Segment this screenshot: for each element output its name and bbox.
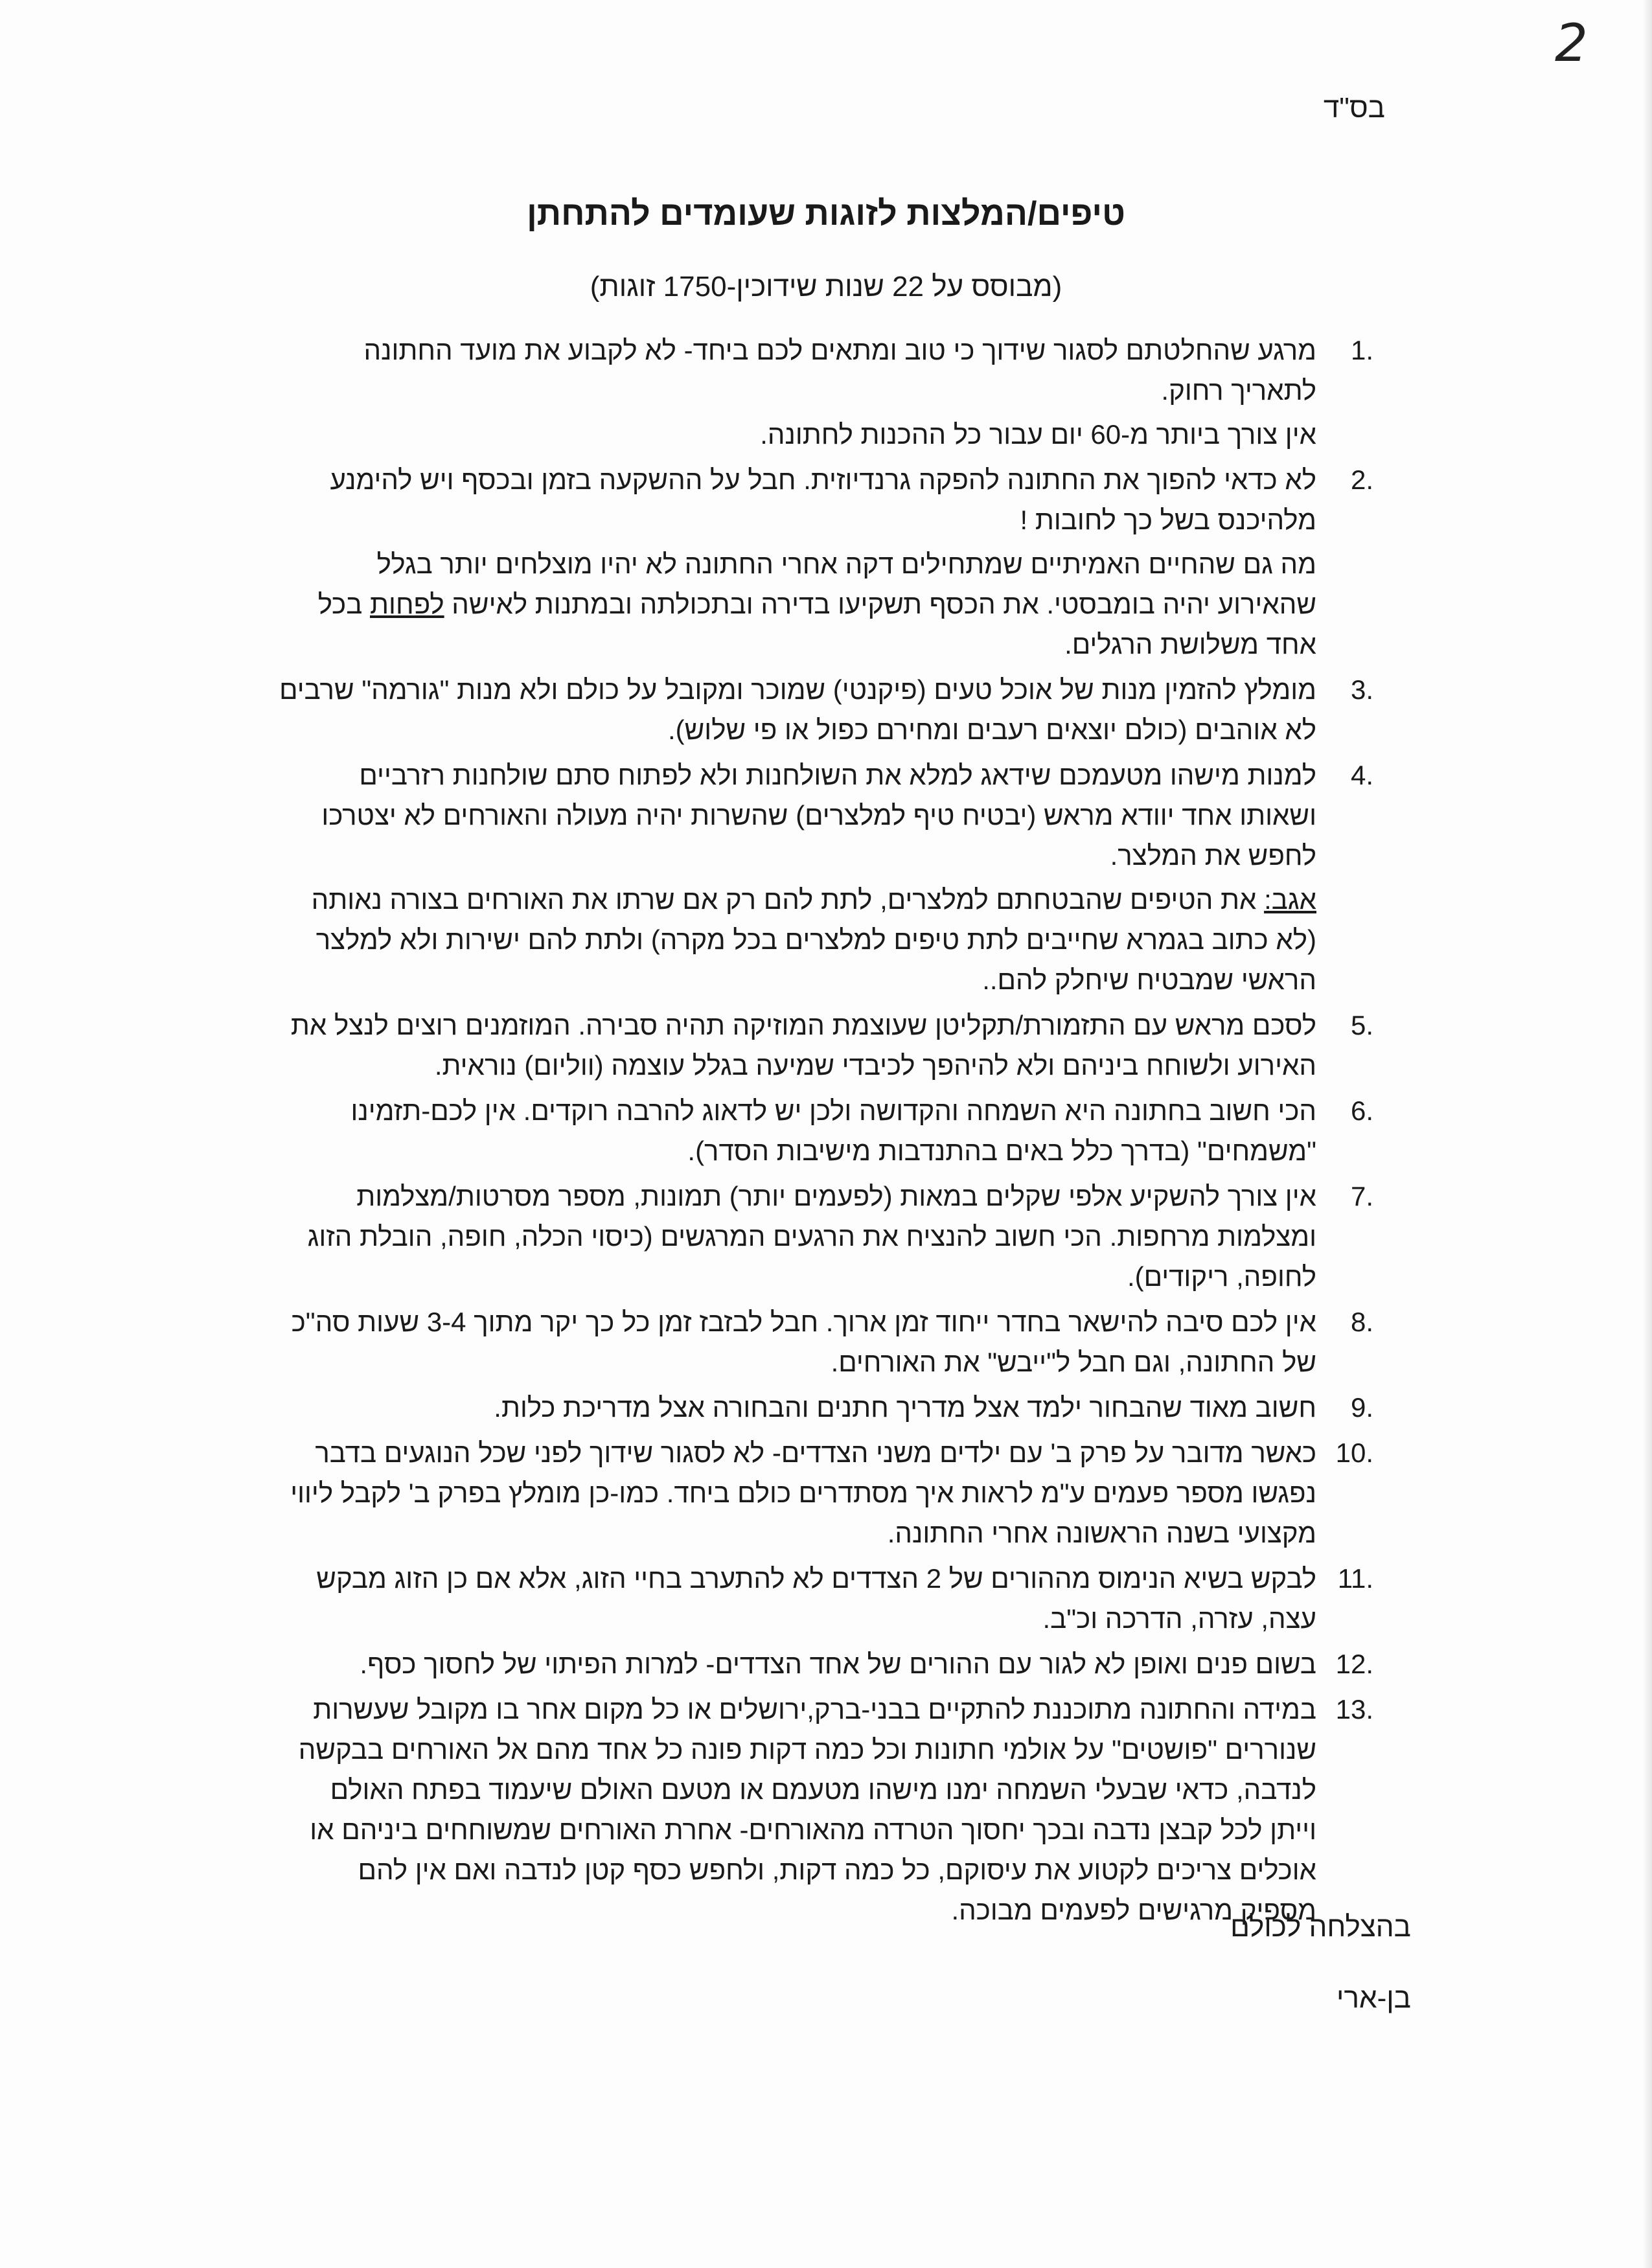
scan-edge bbox=[1643, 0, 1652, 2268]
tip-text: לסכם מראש עם התזמורת/תקליטן שעוצמת המוזיקה תהיה סבירה. המוזמנים רוצים לנצל את האירוע ולשוחח ביניהם ולא להיהפך לכיבדי שמיעה בגלל עוצמה (ווליום) נוראית. bbox=[290, 1010, 1316, 1081]
note-text: את הטיפים שהבטחתם למלצרים, לתת להם רק אם שרתו את האורחים בצורה נאותה (לא כתוב בגמרא שחייבים לתת טיפים למלצרים בכל מקרה) ולתת להם ישירות ולא למלצר הראשי שמבטיח שיחלק להם.. bbox=[311, 884, 1316, 995]
tip-number: 13. bbox=[1335, 1694, 1373, 1724]
closing-line: בהצלחה לכולם bbox=[1230, 1911, 1411, 1943]
tip-item-7 bbox=[279, 1176, 1373, 1297]
signature-name: בן-ארי bbox=[1337, 1982, 1411, 2014]
tip-number: 11. bbox=[1337, 1563, 1373, 1594]
bsd-header: בס"ד bbox=[1323, 92, 1385, 124]
tip-text: אין לכם סיבה להישאר בחדר ייחוד זמן ארוך. חבל לבזבז זמן כל כך יקר מתוך 3-4 שעות סה"כ של החתונה, וגם חבל ל"ייבש" את האורחים. bbox=[291, 1307, 1316, 1377]
tip-text: חשוב מאוד שהבחור ילמד אצל מדריך חתנים והבחורה אצל מדריכת כלות. bbox=[494, 1392, 1316, 1423]
tip-number: 10. bbox=[1335, 1438, 1373, 1468]
tip-number: 8. bbox=[1350, 1307, 1373, 1337]
tip-number: 7. bbox=[1350, 1181, 1373, 1211]
tip-number: 9. bbox=[1350, 1392, 1373, 1423]
tip-text: מומלץ להזמין מנות של אוכל טעים (פיקנטי) שמוכר ומקובל על כולם ולא מנות "גורמה" שרבים לא אוהבים (כולם יוצאים רעבים ומחירם כפול או פי שלוש). bbox=[279, 674, 1316, 745]
tip-number: 5. bbox=[1350, 1010, 1373, 1040]
tip-text-continued bbox=[279, 544, 1316, 665]
tip-item-11 bbox=[279, 1559, 1373, 1639]
tip-item-4 bbox=[279, 755, 1373, 1000]
tip-item-10 bbox=[279, 1433, 1373, 1553]
tip-text: בשום פנים ואופן לא לגור עם ההורים של אחד הצדדים- למרות הפיתוי של לחסוך כסף. bbox=[360, 1649, 1316, 1679]
tip-item-6 bbox=[279, 1091, 1373, 1171]
tip-number: 4. bbox=[1350, 760, 1373, 790]
tip-number: 1. bbox=[1350, 335, 1373, 365]
tip-item-3 bbox=[279, 670, 1373, 750]
tip-text: אין צורך להשקיע אלפי שקלים במאות (לפעמים יותר) תמונות, מספר מסרטות/מצלמות ומצלמות מרחפות. הכי חשוב להנציח את הרגעים המרגשים (כיסוי הכלה, חופה, הובלת הזוג לחופה, ריקודים). bbox=[307, 1181, 1316, 1292]
tip-number: 3. bbox=[1350, 674, 1373, 705]
tip-item-13 bbox=[279, 1690, 1373, 1930]
tip-item-1 bbox=[279, 330, 1373, 455]
document-subtitle: (מבוסס על 22 שנות שידוכין-1750 זוגות) bbox=[590, 271, 1062, 303]
tip-number: 2. bbox=[1350, 464, 1373, 495]
underlined-word: לפחות bbox=[370, 589, 444, 619]
tip-item-2 bbox=[279, 460, 1373, 665]
tip-number: 6. bbox=[1350, 1095, 1373, 1126]
tip-item-9 bbox=[279, 1388, 1373, 1428]
handwritten-page-number: 2 bbox=[1555, 13, 1588, 73]
tip-text: אין צורך ביותר מ-60 יום עבור כל ההכנות לחתונה. bbox=[760, 419, 1316, 450]
tip-text: לבקש בשיא הנימוס מההורים של 2 הצדדים לא להתערב בחיי הזוג, אלא אם כן הזוג מבקש עצה, עזרה, הדרכה וכ"ב. bbox=[316, 1563, 1316, 1634]
tip-text: למנות מישהו מטעמכם שידאג למלא את השולחנות ולא לפתוח סתם שולחנות רזרביים ושאותו אחד יוודא מראש (יבטיח טיף למלצרים) שהשרות יהיה מעולה והאורחים לא יצטרכו לחפש את המלצר. bbox=[321, 760, 1316, 871]
note-label: אגב: bbox=[1264, 884, 1316, 915]
tip-text: במידה והחתונה מתוכננת להתקיים בבני-ברק,ירושלים או כל מקום אחר בו מקובל שעשרות שנוררים "פושטים" על אולמי חתונות וכל כמה דקות פונה כל אחד מהם אל האורחים בבקשה לנדבה, כדאי שבעלי השמחה ימנו מישהו מטעמם או מטעם האולם שיעמוד בפתח האולם וייתן לכל קבצן נדבה ובכך יחסוך הטרדה מהאורחים- אחרת האורחים שמשוחחים ביניהם או אוכלים צריכים לקטוע את עיסוקם, כל כמה דקות, ולחפש כסף קטן לנדבה ואם אין להם מספיק מרגישים לפעמים מבוכה. bbox=[298, 1694, 1316, 1925]
tip-text: כאשר מדובר על פרק ב' עם ילדים משני הצדדים- לא לסגור שידוך לפני שכל הנוגעים בדבר נפגשו מספר פעמים ע"מ לראות איך מסתדרים כולם ביחד. כמו-כן מומלץ בפרק ב' לקבל ליווי מקצועי בשנה הראשונה אחרי החתונה. bbox=[290, 1438, 1316, 1548]
tip-text: הכי חשוב בחתונה היא השמחה והקדושה ולכן יש לדאוג להרבה רוקדים. אין לכם-תזמינו "משמחים" (בדרך כלל באים בהתנדבות מישיבות הסדר). bbox=[350, 1095, 1316, 1166]
tip-number: 12. bbox=[1335, 1649, 1373, 1679]
tip-note bbox=[279, 880, 1316, 1000]
tip-text: מה גם שהחיים האמיתיים שמתחילים דקה אחרי החתונה לא יהיו מוצלחים יותר בגלל שהאירוע יהיה בומבסטי. את הכסף תשקיעו בדירה ובתכולתה ובמתנות לאישה bbox=[376, 549, 1316, 619]
tip-item-8 bbox=[279, 1302, 1373, 1382]
tip-item-12 bbox=[279, 1644, 1373, 1684]
tip-text: בכל אחד משלושת הרגלים. bbox=[317, 589, 1316, 659]
tip-item-5 bbox=[279, 1005, 1373, 1086]
tip-text: לא כדאי להפוך את החתונה להפקה גרנדיוזית. חבל על ההשקעה בזמן ובכסף ויש להימנע מלהיכנס בשל כך לחובות ! bbox=[330, 464, 1316, 535]
document-title: טיפים/המלצות לזוגות שעומדים להתחתן bbox=[527, 195, 1125, 233]
tips-list bbox=[279, 330, 1373, 1936]
tip-text: מרגע שהחלטתם לסגור שידוך כי טוב ומתאים לכם ביחד- לא לקבוע את מועד החתונה לתאריך רחוק. bbox=[363, 335, 1316, 406]
